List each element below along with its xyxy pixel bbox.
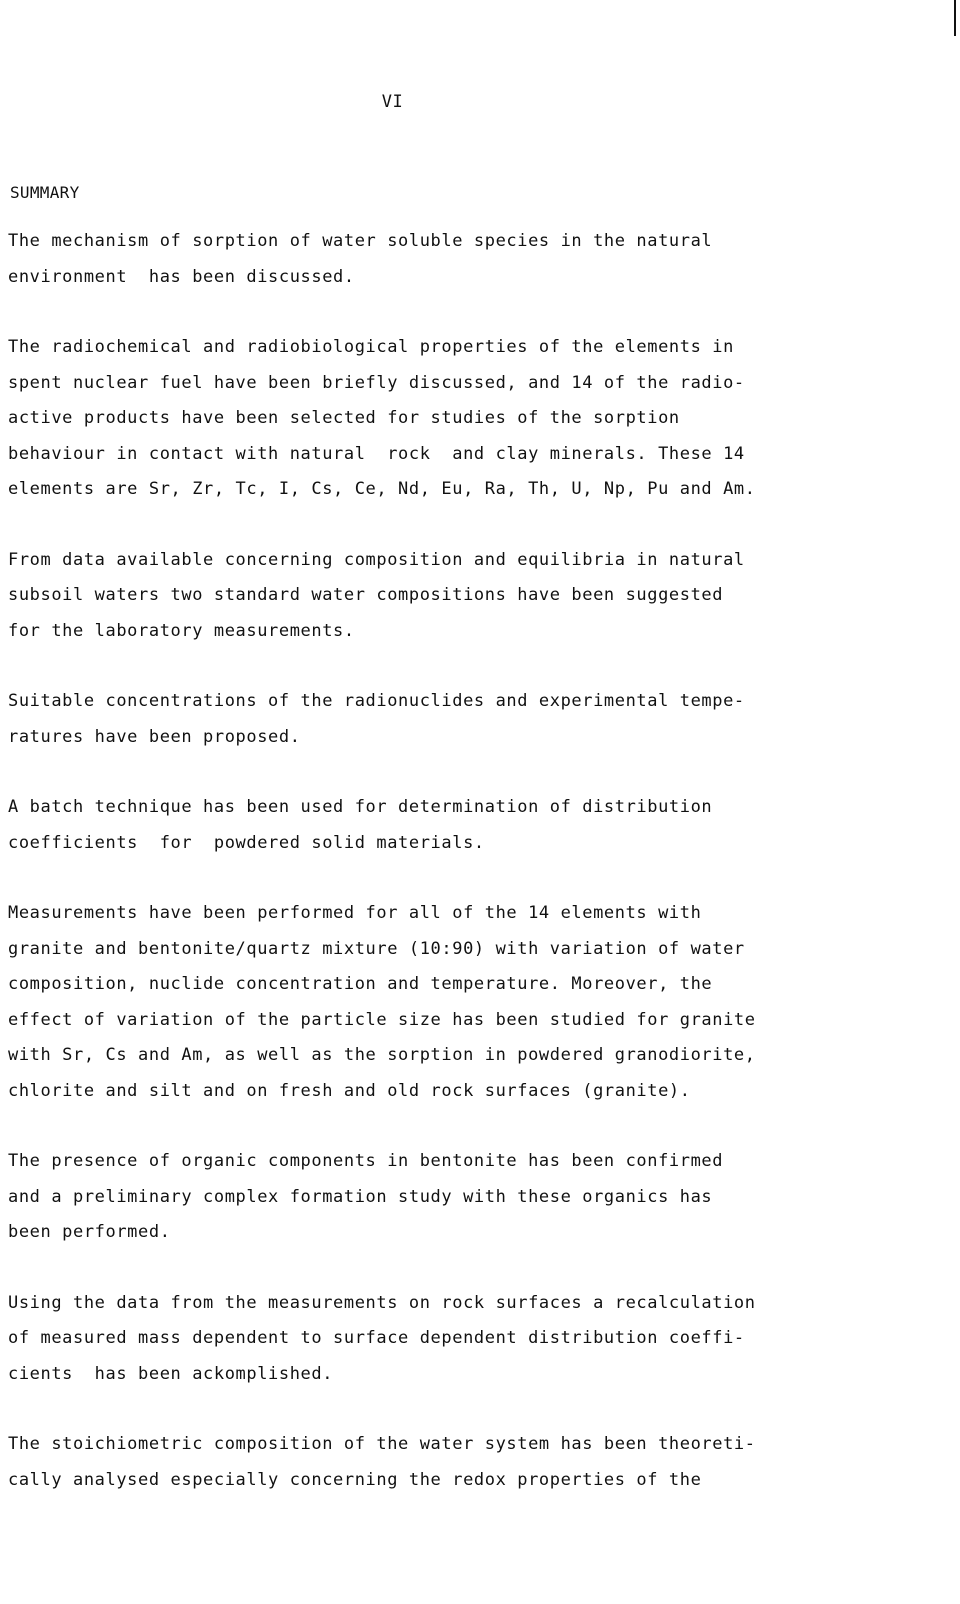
text-line: ratures have been proposed. [8, 726, 301, 747]
text-line: with Sr, Cs and Am, as well as the sorption in powdered granodiorite, [8, 1045, 756, 1065]
text-line: subsoil waters two standard water compositions have been suggested [8, 585, 724, 605]
text-line: behaviour in contact with natural rock and clay minerals. These 14 [8, 443, 745, 464]
paragraph [8, 1144, 798, 1251]
text-line: cients has been ackomplished. [8, 1363, 334, 1384]
paragraph [8, 896, 798, 1109]
paragraph [8, 684, 798, 755]
text-line: for the laboratory measurements. [8, 620, 355, 641]
text-line: been performed. [8, 1222, 171, 1242]
section-heading: SUMMARY [10, 183, 80, 202]
text-line: Measurements have been performed for all of the 14 elements with [8, 903, 702, 923]
text-line: cally analysed especially concerning the redox properties of the [8, 1469, 702, 1490]
text-line: active products have been selected for studies of the sorption [8, 408, 680, 428]
text-line: coefficients for powdered solid materials. [8, 832, 485, 853]
summary-body [8, 224, 798, 1533]
text-line: effect of variation of the particle size has been studied for granite [8, 1009, 756, 1030]
text-line: The presence of organic components in bentonite has been confirmed [8, 1151, 724, 1171]
text-line: composition, nuclide concentration and temperature. Moreover, the [8, 974, 713, 994]
text-line: spent nuclear fuel have been briefly discussed, and 14 of the radio- [8, 372, 745, 393]
paragraph [8, 224, 798, 295]
paragraph [8, 790, 798, 861]
page-number: VI [381, 92, 404, 112]
paragraph [8, 1427, 798, 1498]
text-line: environment has been discussed. [8, 266, 355, 287]
text-line: of measured mass dependent to surface dependent distribution coeffi- [8, 1328, 745, 1348]
text-line: From data available concerning composition and equilibria in natural [8, 549, 745, 570]
text-line: Using the data from the measurements on rock surfaces a recalculation [8, 1292, 756, 1313]
text-line: Suitable concentrations of the radionuclides and experimental tempe- [8, 691, 745, 711]
page-edge-mark [954, 0, 956, 36]
text-line: chlorite and silt and on fresh and old rock surfaces (granite). [8, 1080, 691, 1101]
paragraph [8, 330, 798, 508]
paragraph [8, 1286, 798, 1393]
text-line: The radiochemical and radiobiological properties of the elements in [8, 337, 734, 357]
text-line: The mechanism of sorption of water soluble species in the natural [8, 231, 713, 251]
text-line: The stoichiometric composition of the water system has been theoreti- [8, 1434, 756, 1454]
text-line: granite and bentonite/quartz mixture (10:90) with variation of water [8, 938, 745, 959]
paragraph [8, 543, 798, 650]
text-line: A batch technique has been used for determination of distribution [8, 797, 713, 817]
text-line: and a preliminary complex formation study with these organics has [8, 1186, 713, 1207]
text-line: elements are Sr, Zr, Tc, I, Cs, Ce, Nd, Eu, Ra, Th, U, Np, Pu and Am. [8, 479, 756, 499]
